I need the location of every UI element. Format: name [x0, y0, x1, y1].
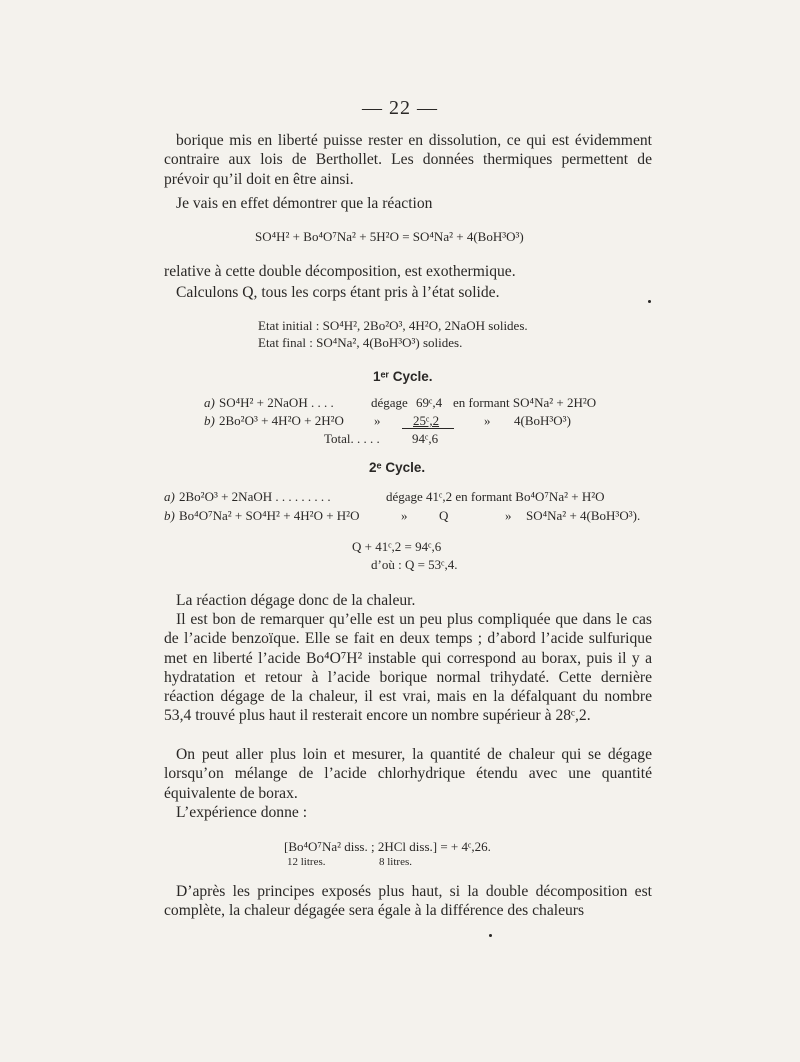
- cycle-1-a-value: 69ᶜ,4: [416, 395, 443, 410]
- cycle-1-total-label: Total. . . . .: [324, 431, 380, 446]
- cycle-2-result: d’où : Q = 53ᶜ,4.: [371, 557, 458, 572]
- cycle-1-b-products: 4(BoH³O³): [514, 413, 571, 428]
- cycle-2-a-lhs: 2Bo²O³ + 2NaOH . . . . . . . . .: [179, 489, 331, 504]
- paragraph-principes: D’après les principes exposés plus haut, si la double décomposition est complète, la chaleur dégagée sera égale à la différence des chaleurs: [164, 883, 652, 920]
- cycle-2-b-lhs: Bo⁴O⁷Na² + SO⁴H² + 4H²O + H²O: [179, 508, 360, 523]
- cycle-2-b-label: b): [164, 508, 175, 523]
- experiment-volume-2: 8 litres.: [379, 856, 412, 868]
- paragraph-demonstration: Je vais en effet démontrer que la réaction: [176, 195, 433, 212]
- cycle-1-a-degage: dégage: [371, 395, 408, 410]
- experiment-volume-1: 12 litres.: [287, 856, 326, 868]
- cycle-2-b-q: Q: [439, 508, 449, 523]
- cycle-1-total-value: 94ᶜ,6: [412, 431, 439, 446]
- paragraph-exothermic: relative à cette double décomposition, est exothermique.: [164, 263, 516, 280]
- cycle-1-a-lhs: SO⁴H² + 2NaOH . . . .: [219, 395, 334, 410]
- cycle-1-b-value: 25ᶜ,2: [413, 413, 440, 428]
- cycle-1-b-lhs: 2Bo²O³ + 4H²O + 2H²O: [219, 413, 344, 428]
- page-number: — 22 —: [362, 97, 438, 119]
- main-equation: SO⁴H² + Bo⁴O⁷Na² + 5H²O = SO⁴Na² + 4(BoH³O³): [255, 229, 524, 244]
- page-speck: [489, 934, 492, 937]
- paragraph-continuation: borique mis en liberté puisse rester en dissolution, ce qui est évidemment contraire aux lois de Berthollet. Les données thermiques permettent de prévoir qu’il doit en être ainsi.: [164, 132, 652, 188]
- cycle-2-a-degage: dégage 41ᶜ,2 en formant Bo⁴O⁷Na² + H²O: [386, 489, 605, 504]
- cycle-1-b-mark: »: [374, 413, 381, 428]
- etat-initial: Etat initial : SO⁴H², 2Bo²O³, 4H²O, 2NaOH solides.: [258, 318, 528, 333]
- cycle-2-b-products: SO⁴Na² + 4(BoH³O³).: [526, 508, 641, 523]
- cycle-1-b-label: b): [204, 413, 215, 428]
- cycle-2-a-label: a): [164, 489, 175, 504]
- cycle-2-b-mark: »: [401, 508, 408, 523]
- page-speck-2: [648, 300, 651, 303]
- paragraph-calculons: Calculons Q, tous les corps étant pris à l’état solide.: [176, 284, 500, 301]
- sum-rule: [402, 428, 454, 429]
- cycle-1-title: 1ᵉʳ Cycle.: [373, 369, 433, 384]
- etat-final: Etat final : SO⁴Na², 4(BoH³O³) solides.: [258, 335, 463, 350]
- paragraph-reaction-degage: La réaction dégage donc de la chaleur.: [176, 592, 416, 609]
- cycle-1-a-label: a): [204, 395, 215, 410]
- paragraph-mesure: On peut aller plus loin et mesurer, la quantité de chaleur qui se dégage lorsqu’on mélange de l’acide chlorhydrique étendu avec une quantité équivalente de borax.: [164, 746, 652, 802]
- cycle-2-b-mark2: »: [505, 508, 512, 523]
- paragraph-remarque: Il est bon de remarquer qu’elle est un peu plus compliquée que dans le cas de l’acide benzoïque. Elle se fait en deux temps ; d’abord l’acide sulfurique met en liberté l’acide Bo⁴O⁷H² instable qui correspond au borax, puis il y a hydratation et retour à l’acide borique normal trihydaté. Cette dernière réaction dégage de la chaleur, il est vrai, mais en la défalquant du nombre 53,4 trouvé plus haut il resterait encore un nombre supérieur à 28ᶜ,2.: [164, 611, 652, 725]
- paragraph-experience: L’expérience donne :: [176, 804, 308, 821]
- experiment-equation: [Bo⁴O⁷Na² diss. ; 2HCl diss.] = + 4ᶜ,26.: [284, 839, 491, 854]
- cycle-2-sum: Q + 41ᶜ,2 = 94ᶜ,6: [352, 539, 442, 554]
- cycle-1-a-products: en formant SO⁴Na² + 2H²O: [453, 395, 597, 410]
- cycle-2-title: 2ᵉ Cycle.: [369, 460, 426, 475]
- cycle-1-b-mark2: »: [484, 413, 491, 428]
